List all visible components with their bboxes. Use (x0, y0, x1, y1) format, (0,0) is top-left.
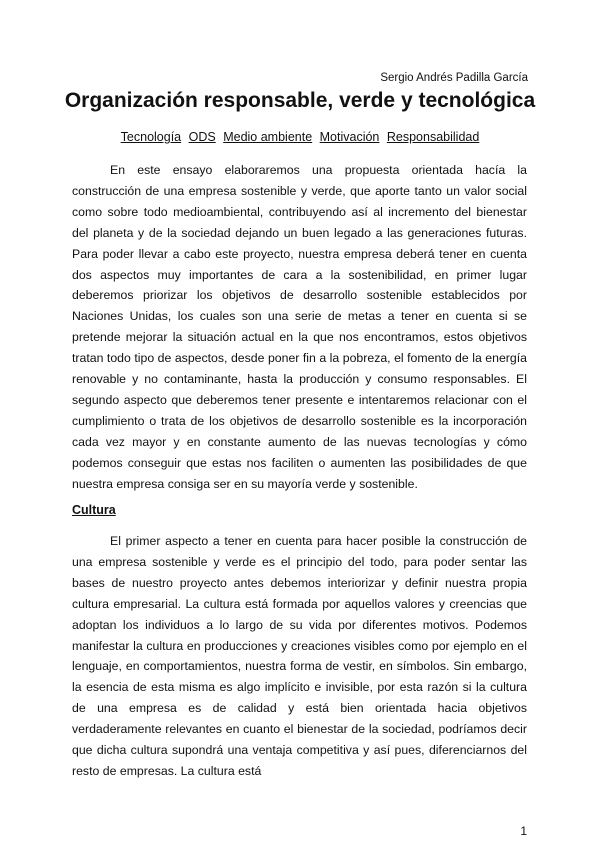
author-name: Sergio Andrés Padilla García (380, 72, 528, 84)
keyword-item: Medio ambiente (223, 130, 313, 144)
document-title: Organización responsable, verde y tecnológica (64, 89, 536, 112)
keyword-item: ODS (188, 130, 216, 144)
section-paragraph: El primer aspecto a tener en cuenta para hacer posible la construcción de una empresa sostenible y verde es el principio del todo, para poder sentar las bases de nuestro proyecto antes debemos interiorizar y definir nuestra propia cultura empresarial. La cultura está formada por aquellos valores y creencias que adoptan los individuos a lo largo de su vida por diferentes motivos. Podemos manifestar la cultura en producciones y creaciones visibles como por ejemplo en el lenguaje, en comportamientos, nuestra forma de vestir, en símbolos. Sin embargo, la esencia de esta misma es algo implícito e invisible, por esta razón si la cultura de una empresa es de calidad y está bien orientada hacia objetivos verdaderamente relevantes en cuanto el bienestar de la sociedad, podríamos decir que dicha cultura supondrá una ventaja competitiva y así pues, diferenciarnos del resto de empresas. La cultura está (72, 534, 527, 778)
intro-paragraph: En este ensayo elaboraremos una propuesta orientada hacía la construcción de una empresa sostenible y verde, que aporte tanto un valor social como sobre todo medioambiental, contribuyendo así al incremento del bienestar del planeta y de la sociedad dejando un buen legado a las generaciones futuras. Para poder llevar a cabo este proyecto, nuestra empresa deberá tener en cuenta dos aspectos muy importantes de cara a la sostenibilidad, en primer lugar deberemos priorizar los objetivos de desarrollo sostenible establecidos por Naciones Unidas, los cuales son una serie de metas a tener en cuenta si se pretende mejorar la situación actual en la que nos encontramos, estos objetivos tratan todo tipo de aspectos, desde poner fin a la pobreza, el fomento de la energía renovable y no contaminante, hasta la producción y consumo responsables. El segundo aspecto que deberemos tener presente e intentaremos relacionar con el cumplimiento o trata de los objetivos de desarrollo sostenible es la incorporación cada vez mayor y en constante aumento de las nuevas tecnologías y cómo podemos conseguir que estas nos faciliten o aumenten las posibilidades de que nuestra empresa consiga ser en su mayoría verde y sostenible. (72, 163, 527, 491)
keywords-list (0, 130, 600, 144)
keyword-item: Responsabilidad (386, 130, 480, 144)
page-number: 1 (520, 824, 527, 838)
keyword-item: Tecnología (120, 130, 182, 144)
section-heading: Cultura (72, 503, 116, 517)
keyword-item: Motivación (319, 130, 380, 144)
